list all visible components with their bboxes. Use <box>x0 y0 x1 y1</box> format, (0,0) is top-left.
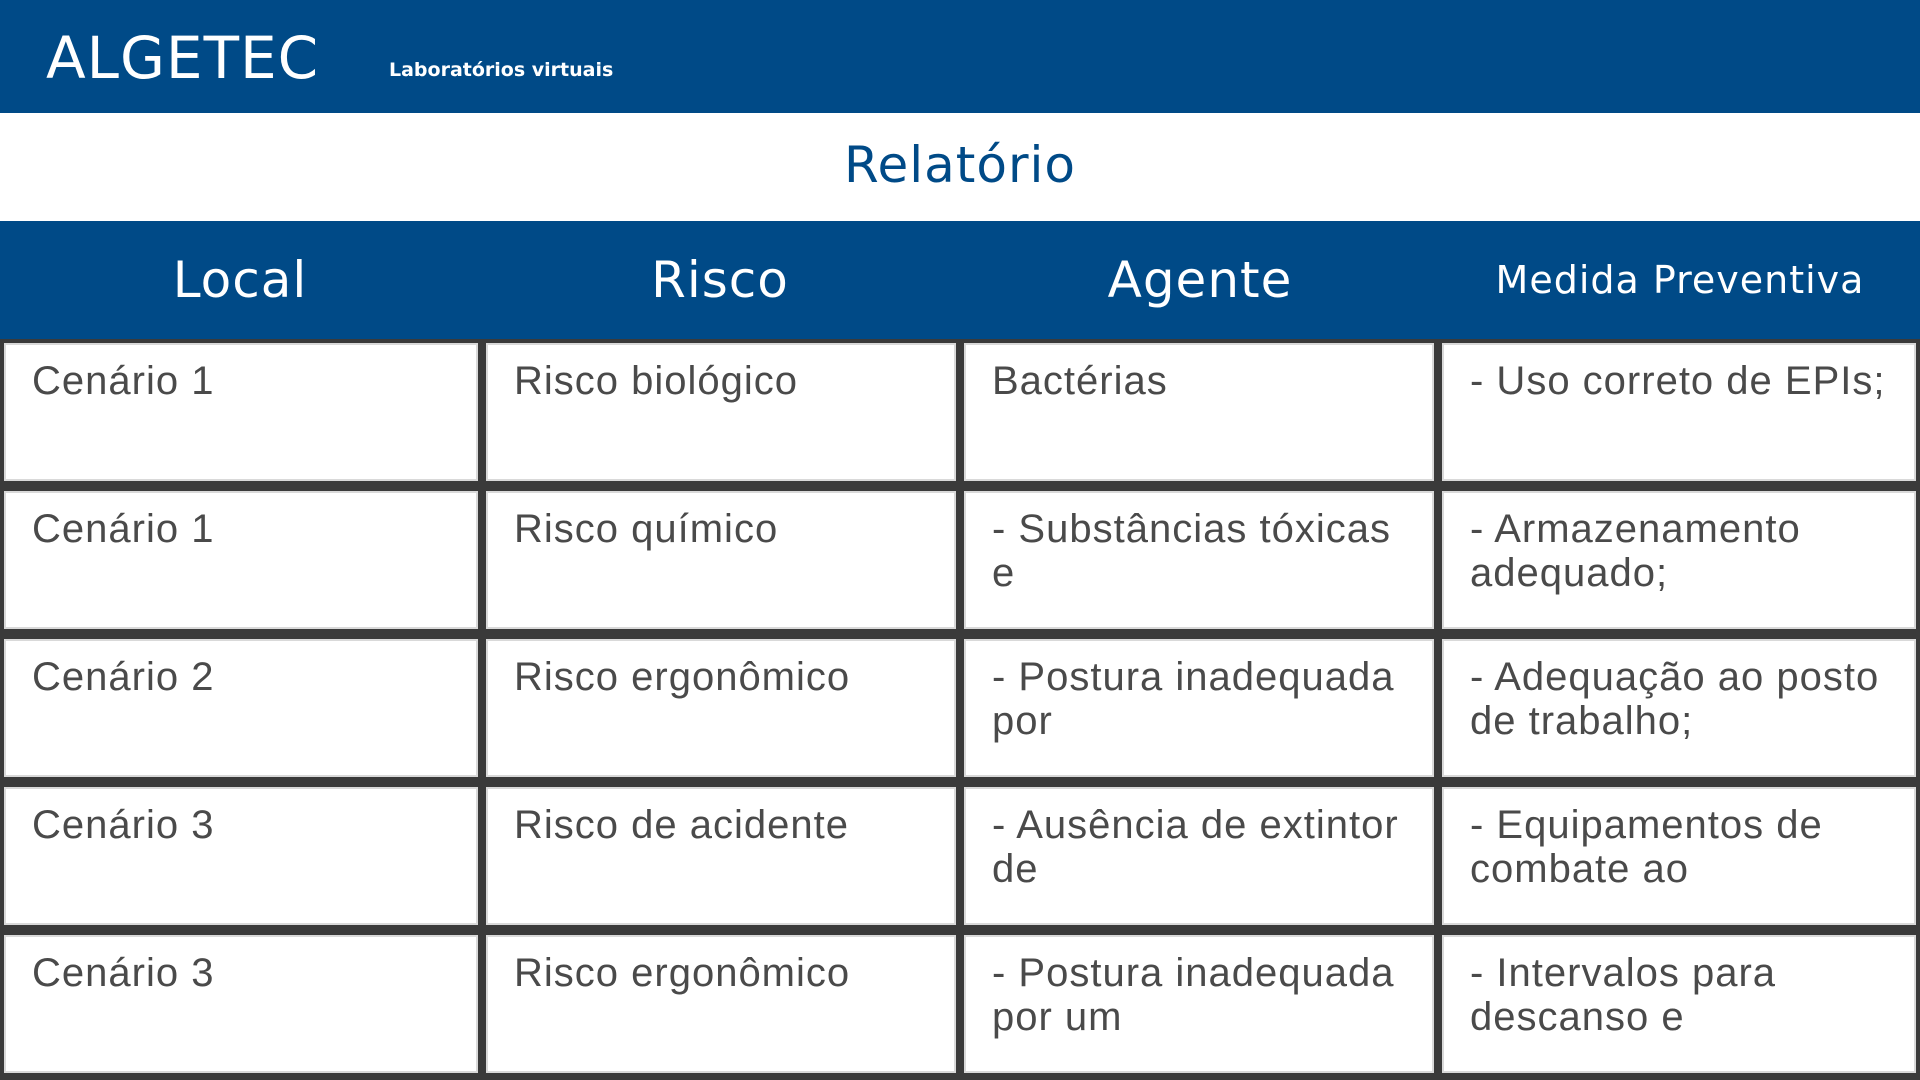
cell-local: Cenário 1 <box>4 491 478 629</box>
cell-agente: - Postura inadequada por <box>964 639 1434 777</box>
cell-local: Cenário 3 <box>4 935 478 1073</box>
column-header-agente: Agente <box>1107 251 1293 309</box>
table-row <box>0 339 1920 487</box>
brand-tagline: Laboratórios virtuais <box>389 59 614 81</box>
page-title: Relatório <box>843 136 1077 194</box>
table-row <box>0 931 1920 1079</box>
report-table-body <box>0 339 1920 1080</box>
table-header-row <box>0 221 1920 339</box>
table-row <box>0 487 1920 635</box>
cell-local: Cenário 1 <box>4 343 478 481</box>
cell-risco: Risco químico <box>486 491 956 629</box>
cell-medida-preventiva: - Armazenamento adequado; <box>1442 491 1916 629</box>
cell-local: Cenário 2 <box>4 639 478 777</box>
column-header-local: Local <box>172 251 308 309</box>
cell-risco: Risco ergonômico <box>486 639 956 777</box>
cell-medida-preventiva: - Equipamentos de combate ao <box>1442 787 1916 925</box>
cell-risco: Risco de acidente <box>486 787 956 925</box>
cell-agente: - Substâncias tóxicas e <box>964 491 1434 629</box>
cell-risco: Risco biológico <box>486 343 956 481</box>
cell-agente: - Ausência de extintor de <box>964 787 1434 925</box>
cell-agente: - Postura inadequada por um <box>964 935 1434 1073</box>
brand-header-bar <box>0 0 1920 113</box>
cell-medida-preventiva: - Adequação ao posto de trabalho; <box>1442 639 1916 777</box>
cell-medida-preventiva: - Uso correto de EPIs; <box>1442 343 1916 481</box>
column-header-medida-preventiva: Medida Preventiva <box>1495 258 1865 302</box>
column-header-risco: Risco <box>651 251 789 309</box>
cell-risco: Risco ergonômico <box>486 935 956 1073</box>
table-row <box>0 635 1920 783</box>
cell-local: Cenário 3 <box>4 787 478 925</box>
cell-medida-preventiva: - Intervalos para descanso e <box>1442 935 1916 1073</box>
cell-agente: Bactérias <box>964 343 1434 481</box>
table-row <box>0 783 1920 931</box>
brand-logo: ALGETEC <box>46 24 320 92</box>
